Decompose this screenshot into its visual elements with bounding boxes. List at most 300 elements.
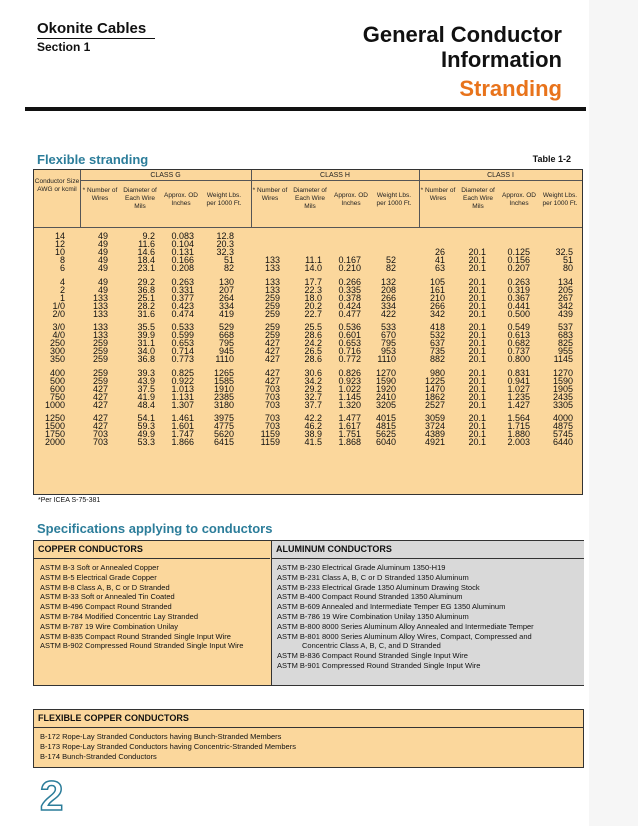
table-cell: 17.7 [304,276,322,287]
table-cell: 0.831 [507,367,530,378]
spec-item: ASTM B-784 Modified Concentric Lay Stranded [40,611,198,621]
table-cell: 0.599 [171,330,194,340]
table-cell: 133 [92,300,108,311]
col-g-weight [200,232,234,446]
table-cell: 0.441 [507,300,530,311]
page-number: 2 [40,772,64,819]
class-i-header: CLASS I [487,172,514,179]
table-cell: 20.1 [468,276,486,287]
table-cell: 3724 [424,421,445,431]
col-i-weight [539,232,573,446]
table-cell: 953 [380,346,396,356]
col-g-od [156,232,194,446]
table-cell: 0.536 [338,322,361,332]
table-cell: 49 [97,255,108,265]
table-cell: 1/0 [52,300,65,311]
table-cell: 5745 [552,429,573,439]
copper-header-cell [34,541,270,559]
table-cell: 2000 [44,437,65,447]
table-cell: 4775 [213,421,234,431]
table-cell: 82 [385,263,396,273]
table-cell: 259 [264,330,280,340]
table-cell [244,240,280,248]
aluminum-header-cell [271,541,584,559]
table-cell: 0.601 [338,330,361,340]
table-cell: 419 [218,308,234,319]
col-h-weight [364,232,396,446]
table-cell: 1110 [377,354,396,364]
table-cell: 6440 [552,437,573,447]
class-h-header: CLASS H [320,172,350,179]
table-cell: 37.7 [304,399,322,410]
col-h-diameter [286,232,322,446]
copper-header: COPPER CONDUCTORS [38,544,143,554]
table-cell: 48.4 [137,399,155,410]
table-cell [286,232,322,240]
table-cell: 25.1 [137,292,155,303]
table-cell: 259 [92,338,108,348]
table-cell: 1.866 [171,437,194,447]
table-cell: 14.0 [304,263,322,273]
table-cell [454,232,486,240]
weight-header: Weight Lbs. per 1000 Ft. [542,192,578,207]
spec-item: ASTM B-233 Electrical Grade 1350 Aluminum Drawing Stock [277,582,480,592]
spec-item: ASTM B-8 Class A, B, C or D Stranded [40,582,170,592]
table-cell: 133 [92,308,108,319]
table-cell: 1159 [260,437,280,447]
table-cell: 0.500 [507,308,530,319]
table-cell: 133 [92,330,108,340]
table-cell: 259 [92,346,108,356]
spec-item: ASTM B-800 8000 Series Aluminum Alloy Annealed and Intermediate Temper [277,621,534,631]
table-cell: 2.003 [507,437,530,447]
table-cell: 18.4 [137,255,155,265]
table-cell [364,232,396,240]
spec-item: ASTM B-5 Electrical Grade Copper [40,572,157,582]
table-cell: 342 [557,300,573,311]
spec-item: ASTM B-3 Soft or Annealed Copper [40,563,159,572]
table-cell: 1250 [44,413,65,423]
col-g-wires [74,232,108,446]
table-cell: 0.773 [171,354,194,364]
table-cell: 427 [92,421,108,431]
table-cell: 0.125 [507,247,530,257]
table-cell: 427 [264,367,280,378]
table-cell: 1270 [552,367,573,378]
table-cell: 46.2 [304,421,322,431]
table-cell [539,232,573,240]
table-cell: 0.378 [338,292,361,303]
table-cell: 20.1 [468,292,486,303]
table-cell: 300 [49,346,65,356]
spec-item: ASTM B-33 Soft or Annealed Tin Coated [40,592,175,602]
table-cell: 2410 [375,391,396,402]
spec-item: ASTM B-836 Compact Round Stranded Single Input Wire [277,651,468,661]
table-cell: 735 [429,346,445,356]
table-cell: 703 [264,383,280,394]
table-cell: 20.2 [304,300,322,311]
table-cell: 1862 [424,391,445,402]
table-cell: 0.682 [507,338,530,348]
table-cell: 342 [429,308,445,319]
table-cell: 49.9 [137,429,155,439]
table-cell: 20.3 [216,239,234,249]
table-cell: 4 [59,276,65,287]
table-cell: 133 [264,255,280,265]
table-cell: 29.2 [137,276,155,287]
table-cell: 2/0 [52,308,65,319]
table-cell: 1110 [215,354,234,364]
table-cell: 703 [92,429,108,439]
title-line-1: General Conductor [362,22,562,47]
table-cell: 43.9 [137,375,155,386]
table-cell: 683 [557,330,573,340]
flexible-copper-header: FLEXIBLE COPPER CONDUCTORS [38,713,189,723]
table-cell: 427 [92,391,108,402]
table-cell: 8 [59,255,65,265]
page-title [363,22,562,72]
table-cell: 42.2 [304,413,322,423]
col-i-diameter [454,232,486,446]
table-cell: 31.1 [137,338,155,348]
table-cell: 3/0 [52,322,65,332]
table-cell: 0.613 [507,330,530,340]
table-cell: 1.880 [507,429,530,439]
spec-item: ASTM B-801 8000 Series Aluminum Alloy Wires, Compact, Compressed and [277,631,532,641]
table-cell: 2 [59,284,65,295]
table-cell: 0.083 [171,231,194,241]
table-cell: 670 [380,330,396,340]
table-cell: 9.2 [142,231,155,241]
table-cell: 1750 [44,429,65,439]
number-of-wires-header: * Number of Wires [252,187,288,202]
table-cell: 0.319 [507,284,530,295]
table-cell: 1000 [44,399,65,410]
table-cell: 533 [380,322,396,332]
spec-item: ASTM B-400 Compact Round Stranded 1350 Aluminum [277,592,463,602]
table-cell: 54.1 [137,413,155,423]
table-cell: 400 [49,367,65,378]
table-cell: 31.6 [137,308,155,319]
page-margin [589,0,638,826]
weight-header: Weight Lbs. per 1000 Ft. [206,192,242,207]
table-cell: 20.1 [468,421,486,431]
table-cell: 0.208 [171,263,194,273]
table-cell: 208 [380,284,396,295]
table-cell: 945 [218,346,234,356]
spec-item: ASTM B-902 Compressed Round Stranded Single Input Wire [40,641,244,651]
table-cell: 0.377 [171,292,194,303]
table-cell: 427 [92,413,108,423]
table-cell: 20.1 [468,308,486,319]
spec-item: ASTM B-496 Compact Round Stranded [40,602,172,612]
table-cell: 20.1 [468,255,486,265]
table-cell: 20.1 [468,338,486,348]
table-cell: 0.335 [338,284,361,295]
table-cell: 0.167 [338,255,361,265]
table-cell: 37.5 [137,383,155,394]
specifications-heading: Specifications applying to conductors [37,521,273,536]
spec-item: B-173 Rope-Lay Stranded Conductors having Concentric-Stranded Members [40,741,296,751]
brand-name: Okonite Cables [37,20,147,37]
table-cell: 1.022 [338,383,361,394]
table-cell: 52 [385,255,396,265]
brand-underline [37,38,155,39]
table-cell: 20.1 [468,383,486,394]
table-cell: 259 [92,375,108,386]
table-cell: 22.7 [304,308,322,319]
table-cell: 1.235 [507,391,530,402]
table-cell: 0.156 [507,255,530,265]
table-cell: 41 [434,255,445,265]
table-cell: 0.922 [171,375,194,386]
table-cell: 49 [97,247,108,257]
table-cell: 25.5 [304,322,322,332]
table-cell: 537 [557,322,573,332]
table-cell: 980 [429,367,445,378]
header-bottom-rule [34,227,582,228]
header-divider [25,107,586,111]
table-cell: 2527 [424,399,445,410]
table-cell: 427 [264,375,280,386]
table-cell: 1.868 [338,437,361,447]
table-cell: 133 [264,276,280,287]
table-cell: 0.210 [338,263,361,273]
table-cell: 28.6 [304,354,322,364]
table-cell: 38.9 [304,429,322,439]
table-cell: 259 [264,308,280,319]
spec-item: B-172 Rope-Lay Stranded Conductors having Bunch-Stranded Members [40,732,282,741]
page-subtitle: Stranding [459,76,562,101]
table-cell: 36.8 [137,284,155,295]
table-cell: 5620 [213,429,234,439]
title-line-2: Information [441,47,562,72]
table-cell: 955 [557,346,573,356]
table-cell: 36.8 [137,354,155,364]
table-cell: 6040 [375,437,396,447]
footnote: *Per ICEA S-75-381 [38,497,101,504]
table-cell: 20.1 [468,354,486,364]
table-cell: 11.1 [305,255,322,265]
table-cell [492,232,530,240]
table-cell: 0.166 [171,255,194,265]
table-cell: 668 [218,330,234,340]
table-cell: 1590 [375,375,396,386]
table-cell: 24.2 [304,338,322,348]
approx-od-header: Approx. OD Inches [502,192,536,207]
table-cell: 82 [223,263,234,273]
table-cell: 1585 [213,375,234,386]
table-cell: 20.1 [468,346,486,356]
table-cell: 1159 [260,429,280,439]
table-cell: 133 [264,263,280,273]
wire-diameter-header: Diameter of Each Wire Mils [123,187,157,210]
table-cell: 39.3 [137,367,155,378]
table-cell: 1910 [213,383,234,394]
table-cell: 1.564 [507,413,530,423]
col-i-wires [409,232,445,446]
table-cell: 20.1 [468,322,486,332]
table-cell: 39.9 [137,330,155,340]
table-cell: 3180 [213,399,234,410]
approx-od-header: Approx. OD Inches [164,192,198,207]
table-cell: 1.013 [171,383,194,394]
table-cell: 637 [429,338,445,348]
spec-item: B-174 Bunch-Stranded Conductors [40,751,157,761]
table-cell: 0.653 [171,338,194,348]
aluminum-header: ALUMINUM CONDUCTORS [276,544,392,554]
table-cell: 703 [264,421,280,431]
table-cell: 1470 [424,383,445,394]
table-cell: 0.424 [338,300,361,311]
table-cell: 3975 [213,413,234,423]
table-cell: 4875 [552,421,573,431]
col-i-od [492,232,530,446]
table-cell: 0.474 [171,308,194,319]
table-cell [326,232,361,240]
table-cell: 1905 [552,383,573,394]
table-cell: 1.145 [338,391,361,402]
table-cell: 0.549 [507,322,530,332]
spec-item: ASTM B-835 Compact Round Stranded Single Input Wire [40,631,231,641]
table-cell: 0.104 [171,239,194,249]
table-cell: 4015 [375,413,396,423]
table-cell: 49 [97,263,108,273]
table-cell: 20.1 [468,413,486,423]
table-cell: 20.1 [468,263,486,273]
table-cell: 20.1 [468,367,486,378]
table-cell: 418 [429,322,445,332]
table-cell: 795 [380,338,396,348]
table-cell: 703 [264,399,280,410]
table-cell: 4/0 [52,330,65,340]
col-size [34,232,65,446]
table-cell: 3205 [375,399,396,410]
table-cell: 0.800 [507,354,530,364]
table-cell: 41.9 [137,391,155,402]
table-cell: 250 [49,338,65,348]
table-cell: 3305 [552,399,573,410]
table-cell: 1.320 [338,399,361,410]
table-cell: 0.772 [338,354,361,364]
class-g-header: CLASS G [150,172,181,179]
table-cell: 51 [223,255,234,265]
table-cell: 0.716 [338,346,361,356]
table-number: Table 1-2 [532,154,571,164]
table-cell: 795 [218,338,234,348]
specifications-table [33,540,584,686]
table-cell: 49 [97,239,108,249]
table-cell: 14 [54,231,65,241]
table-cell: 10 [54,247,65,257]
table-cell: 0.263 [171,276,194,287]
table-cell: 427 [92,399,108,410]
table-cell: 49 [97,276,108,287]
table-cell: 266 [429,300,445,311]
table-cell: 0.423 [171,300,194,311]
table-cell: 133 [264,284,280,295]
table-cell: 20.1 [468,429,486,439]
table-cell: 34.2 [304,375,322,386]
table-cell: 32.3 [216,247,234,257]
table-cell: 1.307 [171,399,194,410]
table-cell: 1920 [375,383,396,394]
spec-item: Concentric Class A, B, C, and D Stranded [277,641,441,651]
table-cell [409,232,445,240]
table-cell: 105 [429,276,445,287]
flexible-copper-table [33,709,584,768]
table-cell: 20.1 [468,399,486,410]
table-cell: 6 [59,263,65,273]
table-cell: 500 [49,375,65,386]
table-cell: 1.617 [338,421,361,431]
flexible-copper-list [40,732,296,761]
table-cell: 20.1 [468,391,486,402]
table-cell: 0.941 [507,375,530,386]
table-cell: 703 [92,437,108,447]
table-cell: 132 [380,276,396,287]
table-cell: 422 [380,308,396,319]
section-label: Section 1 [37,40,91,54]
spec-item: ASTM B-786 19 Wire Combination Unilay 1350 Aluminum [277,611,469,621]
table-cell: 210 [429,292,445,303]
table-cell: 750 [49,391,65,402]
spec-item: ASTM B-901 Compressed Round Stranded Single Input Wire [277,660,481,670]
table-cell: 259 [264,300,280,311]
flexible-copper-header-cell [34,710,583,728]
table-cell [286,240,322,248]
table-cell: 427 [264,338,280,348]
table-cell: 350 [49,354,65,364]
table-cell: 26 [434,247,445,257]
table-cell: 0.266 [338,276,361,287]
approx-od-header: Approx. OD Inches [334,192,368,207]
table-cell: 18.0 [304,292,322,303]
table-cell: 2435 [552,391,573,402]
table-cell: 532 [429,330,445,340]
table-cell: 1.601 [171,421,194,431]
table-cell: 266 [380,292,396,303]
table-cell: 1500 [44,421,65,431]
table-cell: 22.3 [304,284,322,295]
weight-header: Weight Lbs. per 1000 Ft. [376,192,412,207]
table-cell: 5625 [375,429,396,439]
table-cell: 205 [557,284,573,295]
table-cell: 1 [59,292,65,303]
table-cell: 0.263 [507,276,530,287]
copper-list [40,563,243,651]
table-cell: 1.027 [507,383,530,394]
table-cell: 14.6 [137,247,155,257]
table-cell: 28.2 [137,300,155,311]
table-cell: 0.533 [171,322,194,332]
table-cell: 49 [97,284,108,295]
table-cell: 161 [429,284,445,295]
spec-item: ASTM B-609 Annealed and Intermediate Temper EG 1350 Aluminum [277,602,506,612]
col-h-wires [244,232,280,446]
table-cell: 34.0 [137,346,155,356]
table-cell: 600 [49,383,65,394]
table-cell: 41.5 [304,437,322,447]
class-divider [80,180,582,181]
table-cell: 4389 [424,429,445,439]
table-cell: 259 [264,292,280,303]
table-cell: 35.5 [137,322,155,332]
table-cell: 32.5 [555,247,573,257]
table-cell: 439 [557,308,573,319]
table-cell: 1.747 [171,429,194,439]
table-cell: 529 [218,322,234,332]
